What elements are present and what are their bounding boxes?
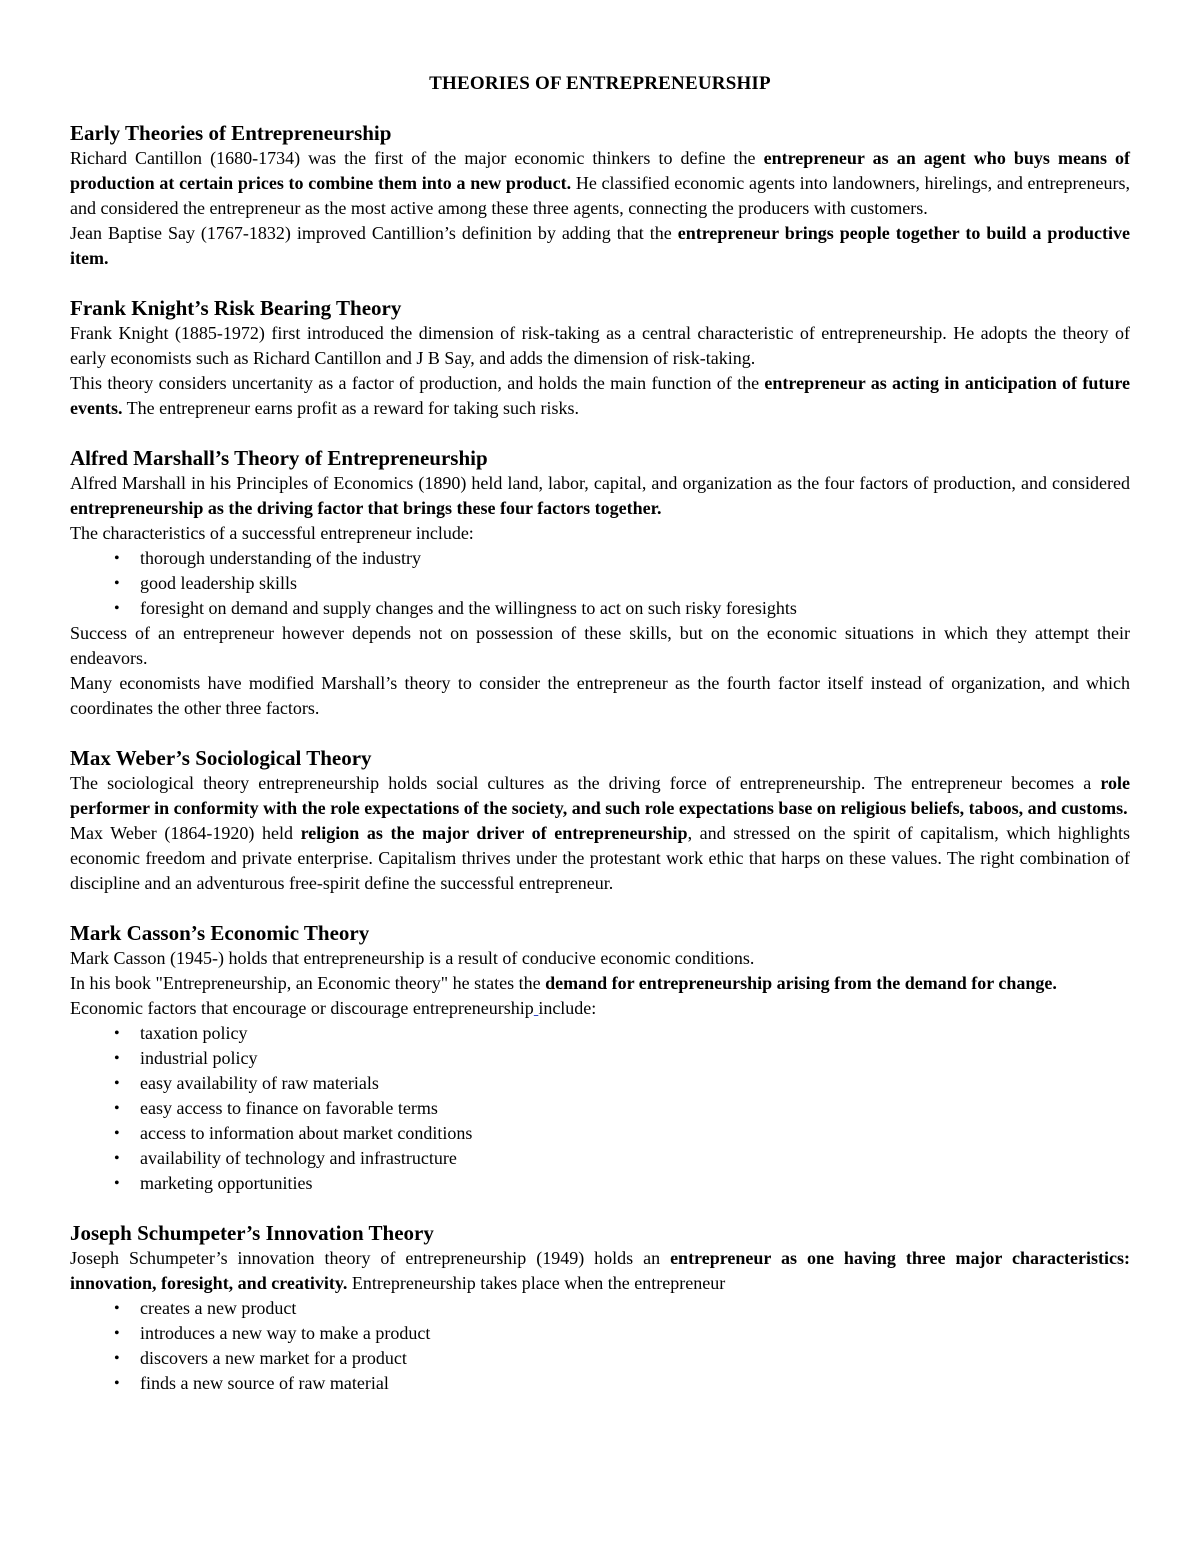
list-item-text: availability of technology and infrastructure	[140, 1148, 457, 1168]
list-item	[70, 1121, 1130, 1146]
text-run: include:	[538, 998, 597, 1018]
paragraph	[70, 371, 1130, 421]
section-title: Alfred Marshall’s Theory of Entrepreneurship	[70, 446, 488, 470]
bullet-icon: •	[114, 1325, 120, 1342]
text-run: Joseph Schumpeter’s innovation theory of entrepreneurship (1949) holds an	[70, 1248, 671, 1268]
list-item	[70, 1046, 1130, 1071]
paragraph	[70, 996, 1130, 1021]
paragraph	[70, 971, 1130, 996]
list-item-text: foresight on demand and supply changes and the willingness to act on such risky foresights	[140, 598, 797, 618]
bullet-icon: •	[114, 550, 120, 567]
text-run: Success of an entrepreneur however depends not on possession of these skills, but on the economic situations in which they attempt their endeavors.	[70, 623, 1130, 668]
list-item-text: marketing opportunities	[140, 1173, 313, 1193]
bullet-icon: •	[114, 1050, 120, 1067]
section-title: Max Weber’s Sociological Theory	[70, 746, 372, 770]
bullet-icon: •	[114, 1025, 120, 1042]
section-casson	[70, 920, 1130, 1196]
document-body	[70, 120, 1130, 1396]
section-knight	[70, 295, 1130, 421]
bold-text: religion as the major driver of entrepreneurship	[300, 823, 688, 843]
list-item	[70, 1371, 1130, 1396]
text-run: , and stressed on the spirit of capitalism, which highlights economic freedom and private enterprise. Capitalism thrives under the protestant work ethic that harps on these values. The right combination of discipline and an adventurous free-spirit define the successful entrepreneur.	[70, 823, 1130, 893]
paragraph	[70, 771, 1130, 821]
list-item-text: industrial policy	[140, 1048, 258, 1068]
bullet-icon: •	[114, 1300, 120, 1317]
text-run: This theory considers uncertanity as a factor of production, and holds the main function of the	[70, 373, 765, 393]
text-run: Many economists have modified Marshall’s theory to consider the entrepreneur as the fourth factor itself instead of organization, and which coordinates the other three factors.	[70, 673, 1130, 718]
list-item-text: creates a new product	[140, 1298, 297, 1318]
text-run: Entrepreneurship takes place when the entrepreneur	[347, 1273, 726, 1293]
paragraph	[70, 146, 1130, 221]
bullet-icon: •	[114, 1175, 120, 1192]
list-item	[70, 1096, 1130, 1121]
list-item-text: good leadership skills	[140, 573, 297, 593]
list-item	[70, 571, 1130, 596]
text-run: Max Weber (1864-1920) held	[70, 823, 301, 843]
paragraph	[70, 821, 1130, 896]
list-item-text: easy availability of raw materials	[140, 1073, 379, 1093]
text-run: Richard Cantillon (1680-1734) was the first of the major economic thinkers to define the	[70, 148, 764, 168]
document-title: THEORIES OF ENTREPRENEURSHIP	[429, 73, 771, 94]
bold-text: role performer in conformity with the role expectations of the society, and such role expectations base on religious beliefs, taboos, and customs.	[70, 773, 1130, 818]
bullet-icon: •	[114, 1075, 120, 1092]
text-run: Mark Casson (1945-) holds that entrepreneurship is a result of conducive economic conditions.	[70, 948, 755, 968]
list-item	[70, 1146, 1130, 1171]
section-title: Early Theories of Entrepreneurship	[70, 121, 392, 145]
paragraph	[70, 321, 1130, 371]
section-early	[70, 120, 1130, 271]
bullet-list	[70, 546, 1130, 621]
bullet-icon: •	[114, 1125, 120, 1142]
paragraph	[70, 946, 1130, 971]
bold-text: entrepreneur as an agent who buys means of production at certain prices to combine them into a new product.	[70, 148, 1130, 193]
list-item	[70, 1071, 1130, 1096]
paragraph	[70, 521, 1130, 546]
list-item-text: introduces a new way to make a product	[140, 1323, 431, 1343]
list-item	[70, 596, 1130, 621]
list-item	[70, 1296, 1130, 1321]
bullet-icon: •	[114, 1150, 120, 1167]
paragraph	[70, 671, 1130, 721]
text-run: Economic factors that encourage or discourage entrepreneurship	[70, 998, 534, 1018]
section-weber	[70, 745, 1130, 896]
list-item-text: easy access to finance on favorable terms	[140, 1098, 438, 1118]
bullet-icon: •	[114, 1375, 120, 1392]
bullet-icon: •	[114, 1100, 120, 1117]
section-marshall	[70, 445, 1130, 721]
list-item	[70, 1171, 1130, 1196]
bullet-list	[70, 1296, 1130, 1396]
bullet-icon: •	[114, 1350, 120, 1367]
list-item-text: finds a new source of raw material	[140, 1373, 389, 1393]
list-item-text: thorough understanding of the industry	[140, 548, 421, 568]
text-run: In his book "Entrepreneurship, an Economic theory" he states the	[70, 973, 546, 993]
paragraph	[70, 221, 1130, 271]
bold-text: entrepreneurship as the driving factor that brings these four factors together.	[70, 498, 662, 518]
text-run: He classified economic agents into landowners, hirelings, and entrepreneurs, and considered the entrepreneur as the most active among these three agents, connecting the producers with customers.	[70, 173, 1130, 218]
text-run: The sociological theory entrepreneurship holds social cultures as the driving force of entrepreneurship. The entrepreneur becomes a	[70, 773, 1101, 793]
list-item	[70, 546, 1130, 571]
list-item	[70, 1346, 1130, 1371]
bullet-icon: •	[114, 575, 120, 592]
bullet-list	[70, 1021, 1130, 1196]
paragraph	[70, 621, 1130, 671]
text-run: Frank Knight (1885-1972) first introduced the dimension of risk-taking as a central characteristic of entrepreneurship. He adopts the theory of early economists such as Richard Cantillon and J B Say, and adds the dimension of risk-taking.	[70, 323, 1130, 368]
section-title: Joseph Schumpeter’s Innovation Theory	[70, 1221, 434, 1245]
text-run: Alfred Marshall in his Principles of Economics (1890) held land, labor, capital, and organization as the four factors of production, and considered	[70, 473, 1130, 493]
list-item-text: access to information about market conditions	[140, 1123, 473, 1143]
text-run: The characteristics of a successful entrepreneur include:	[70, 523, 474, 543]
paragraph	[70, 1246, 1130, 1296]
list-item	[70, 1021, 1130, 1046]
bold-text: entrepreneur brings people together to build a productive item.	[70, 223, 1130, 268]
list-item-text: taxation policy	[140, 1023, 248, 1043]
bold-text: demand for entrepreneurship arising from the demand for change.	[545, 973, 1057, 993]
bold-text: entrepreneur as one having three major characteristics: innovation, foresight, and creativity.	[70, 1248, 1130, 1293]
list-item-text: discovers a new market for a product	[140, 1348, 407, 1368]
bullet-icon: •	[114, 600, 120, 617]
text-run: Jean Baptise Say (1767-1832) improved Cantillion’s definition by adding that the	[70, 223, 678, 243]
bold-text: entrepreneur as acting in anticipation of future events.	[70, 373, 1131, 418]
section-title: Frank Knight’s Risk Bearing Theory	[70, 296, 402, 320]
section-schumpeter	[70, 1220, 1130, 1396]
paragraph	[70, 471, 1130, 521]
list-item	[70, 1321, 1130, 1346]
text-run: The entrepreneur earns profit as a reward for taking such risks.	[122, 398, 579, 418]
section-title: Mark Casson’s Economic Theory	[70, 921, 370, 945]
